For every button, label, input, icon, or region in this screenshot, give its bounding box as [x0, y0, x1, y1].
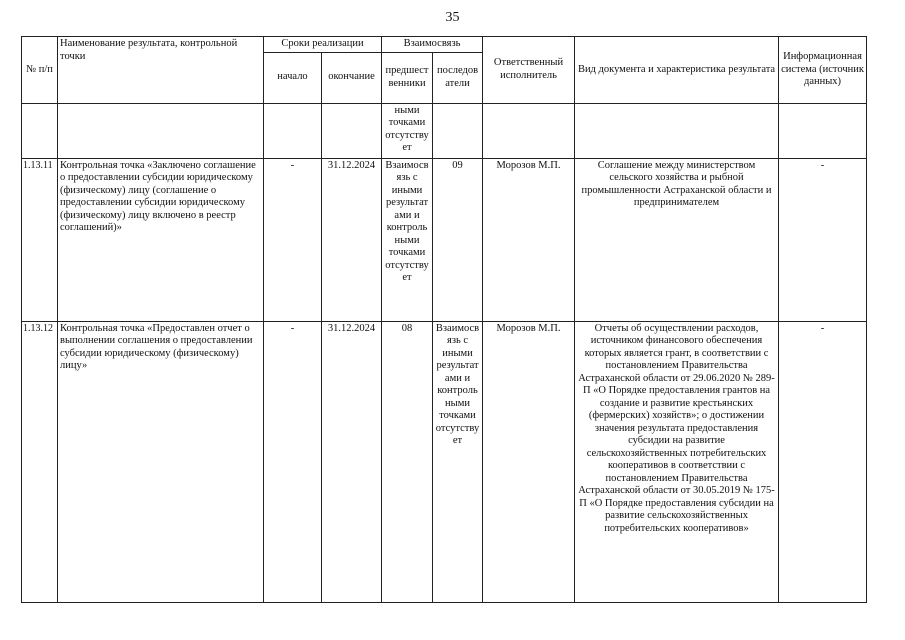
header-name: Наименование результата, контрольной точки	[58, 37, 264, 104]
header-start: начало	[264, 52, 322, 103]
cell-responsible: Морозов М.П.	[483, 321, 575, 602]
cell-info	[779, 103, 867, 158]
header-prev: предшественники	[382, 52, 433, 103]
cell-info: -	[779, 321, 867, 602]
header-doc-type: Вид документа и характеристика результата	[575, 37, 779, 104]
cell-end	[322, 103, 382, 158]
cell-info: -	[779, 158, 867, 321]
cell-prev: Взаимосвязь с иными результатами и контрольными точками отсутствует	[382, 158, 433, 321]
control-points-table	[21, 36, 867, 603]
table-row-continuation	[22, 103, 867, 158]
cell-next	[433, 103, 483, 158]
cell-prev: 08	[382, 321, 433, 602]
cell-name: Контрольная точка «Предоставлен отчет о выполнении соглашения о предоставлении субсидии юридическому (физическому) лицу»	[58, 321, 264, 602]
header-info-system: Информационная система (источник данных)	[779, 37, 867, 104]
header-responsible: Ответственный исполнитель	[483, 37, 575, 104]
header-relation: Взаимосвязь	[382, 37, 483, 53]
cell-doc: Соглашение между министерством сельского хозяйства и рыбной промышленности Астраханской области и предпринимателем	[575, 158, 779, 321]
cell-num: 1.13.12	[22, 321, 58, 602]
header-end: окончание	[322, 52, 382, 103]
cell-doc: Отчеты об осуществлении расходов, источником финансового обеспечения которых является грант, в соответствии с постановлением Правительства Астраханской области от 29.06.2020 № 289-П «О Порядке предоставления грантов на создание и развитие крестьянских (фермерских) хозяйств»; о достижении значения результата предоставления субсидии на развитие сельскохозяйственных потребительских кооперативов в соответствии с постановлением Правительства Астраханской области от 30.05.2019 № 175-П «О Порядке предоставления субсидии на развитие сельскохозяйственных потребительских кооперативов»	[575, 321, 779, 602]
cell-doc	[575, 103, 779, 158]
cell-next: 09	[433, 158, 483, 321]
cell-start: -	[264, 321, 322, 602]
cell-responsible: Морозов М.П.	[483, 158, 575, 321]
cell-end: 31.12.2024	[322, 158, 382, 321]
cell-end: 31.12.2024	[322, 321, 382, 602]
header-num: № п/п	[22, 37, 58, 104]
header-next: последователи	[433, 52, 483, 103]
page-number: 35	[445, 10, 460, 25]
cell-start: -	[264, 158, 322, 321]
table-row	[22, 321, 867, 602]
cell-start	[264, 103, 322, 158]
header-timing: Сроки реализации	[264, 37, 382, 53]
cell-num	[22, 103, 58, 158]
cell-responsible	[483, 103, 575, 158]
cell-num: 1.13.11	[22, 158, 58, 321]
table-row	[22, 158, 867, 321]
cell-next: Взаимосвязь с иными результатами и контрольными точками отсутствует	[433, 321, 483, 602]
cell-prev: ными точками отсутствует	[382, 103, 433, 158]
cell-name	[58, 103, 264, 158]
cell-name: Контрольная точка «Заключено соглашение о предоставлении субсидии юридическому (физическому) лицу (соглашение о предоставлении субсидии юридическому (физическому) лицу включено в реестр соглашений)»	[58, 158, 264, 321]
